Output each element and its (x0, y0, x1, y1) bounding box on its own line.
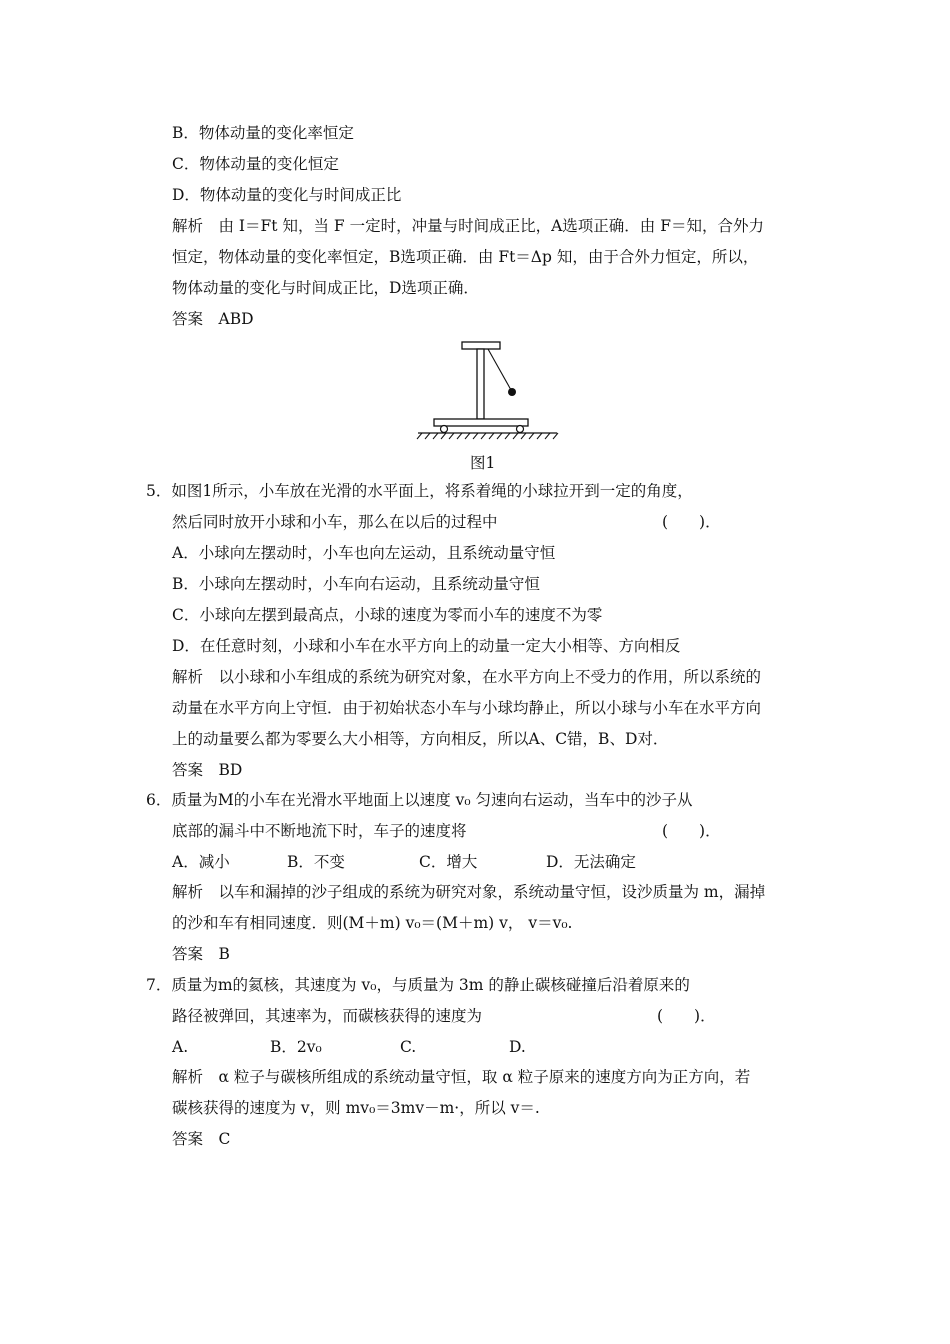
q5-analysis-line-1: 解析 以小球和小车组成的系统为研究对象，在水平方向上不受力的作用，所以系统的 (172, 668, 762, 686)
ball (508, 388, 516, 396)
q7-option-a: A. (172, 1038, 189, 1056)
q7-stem-line-2: 路径被弹回，其速率为，而碳核获得的速度为 (172, 1007, 483, 1025)
q6-answer-paren: ( )． (662, 822, 721, 840)
q7-answer-paren: ( )． (657, 1007, 716, 1025)
q7-option-b: B．2v₀ (270, 1038, 322, 1056)
q5-answer-paren: ( )． (662, 513, 721, 531)
q4-analysis-line-2: 恒定，物体动量的变化率恒定，B选项正确．由 Ft＝Δp 知，由于合外力恒定，所以， (172, 248, 759, 266)
q7-analysis-line-2: 碳核获得的速度为 v，则 mv₀＝3mv－m·，所以 v＝. (172, 1099, 540, 1117)
q6-answer: 答案 B (172, 945, 230, 963)
q5-stem-line-1: 5．如图1所示，小车放在光滑的水平面上，将系着绳的小球拉开到一定的角度， (146, 482, 693, 500)
q7-option-c: C. (400, 1038, 417, 1056)
cart-platform (434, 419, 528, 426)
q4-analysis-line-1: 解析 由 I＝Ft 知，当 F 一定时，冲量与时间成正比，A选项正确．由 F＝知，合外力 (172, 217, 764, 235)
q7-analysis-line-1: 解析 α 粒子与碳核所组成的系统动量守恒，取 α 粒子原来的速度方向为正方向，若 (172, 1068, 751, 1086)
q6-option-a: A．减小 (172, 853, 230, 871)
q7-answer: 答案 C (172, 1130, 231, 1148)
q5-answer: 答案 BD (172, 761, 243, 779)
q5-analysis-line-2: 动量在水平方向上守恒．由于初始状态小车与小球均静止，所以小球与小车在水平方向 (172, 699, 762, 717)
q4-option-c: C．物体动量的变化恒定 (172, 155, 339, 173)
ground-hatch (417, 433, 558, 439)
q5-option-a: A．小球向左摆动时，小车也向左运动，且系统动量守恒 (172, 544, 556, 562)
q6-analysis-line-2: 的沙和车有相同速度．则(M＋m) v₀＝(M＋m) v， v＝v₀. (172, 914, 573, 932)
q6-analysis-line-1: 解析 以车和漏掉的沙子组成的系统为研究对象，系统动量守恒，设沙质量为 m，漏掉 (172, 883, 766, 901)
q6-stem-line-2: 底部的漏斗中不断地流下时，车子的速度将 (172, 822, 467, 840)
q5-stem-line-2: 然后同时放开小球和小车，那么在以后的过程中 (172, 513, 498, 531)
q7-stem-line-1: 7．质量为m的氦核，其速度为 v₀，与质量为 3m 的静止碳核碰撞后沿着原来的 (146, 976, 690, 994)
q4-analysis-line-3: 物体动量的变化与时间成正比，D选项正确． (172, 279, 479, 297)
q6-option-b: B．不变 (287, 853, 345, 871)
q5-option-d: D．在任意时刻，小球和小车在水平方向上的动量一定大小相等、方向相反 (172, 637, 681, 655)
q6-stem-line-1: 6．质量为M的小车在光滑水平地面上以速度 v₀ 匀速向右运动，当车中的沙子从 (146, 791, 693, 809)
figure-caption: 图1 (470, 454, 496, 472)
q5-analysis-line-3: 上的动量要么都为零要么大小相等，方向相反，所以A、C错，B、D对． (172, 730, 669, 748)
q7-option-d: D. (509, 1038, 526, 1056)
q4-option-b: B．物体动量的变化率恒定 (172, 124, 354, 142)
q5-option-c: C．小球向左摆到最高点，小球的速度为零而小车的速度不为零 (172, 606, 603, 624)
right-wheel (517, 426, 524, 433)
q4-option-d: D．物体动量的变化与时间成正比 (172, 186, 402, 204)
left-wheel (441, 426, 448, 433)
q5-option-b: B．小球向左摆动时，小车向右运动，且系统动量守恒 (172, 575, 540, 593)
pendulum-cart-figure (410, 336, 560, 446)
post (477, 349, 484, 419)
q6-option-d: D．无法确定 (546, 853, 636, 871)
crossbar (462, 342, 500, 349)
q4-answer: 答案 ABD (172, 310, 254, 328)
q6-option-c: C．增大 (419, 853, 478, 871)
string (488, 349, 511, 390)
